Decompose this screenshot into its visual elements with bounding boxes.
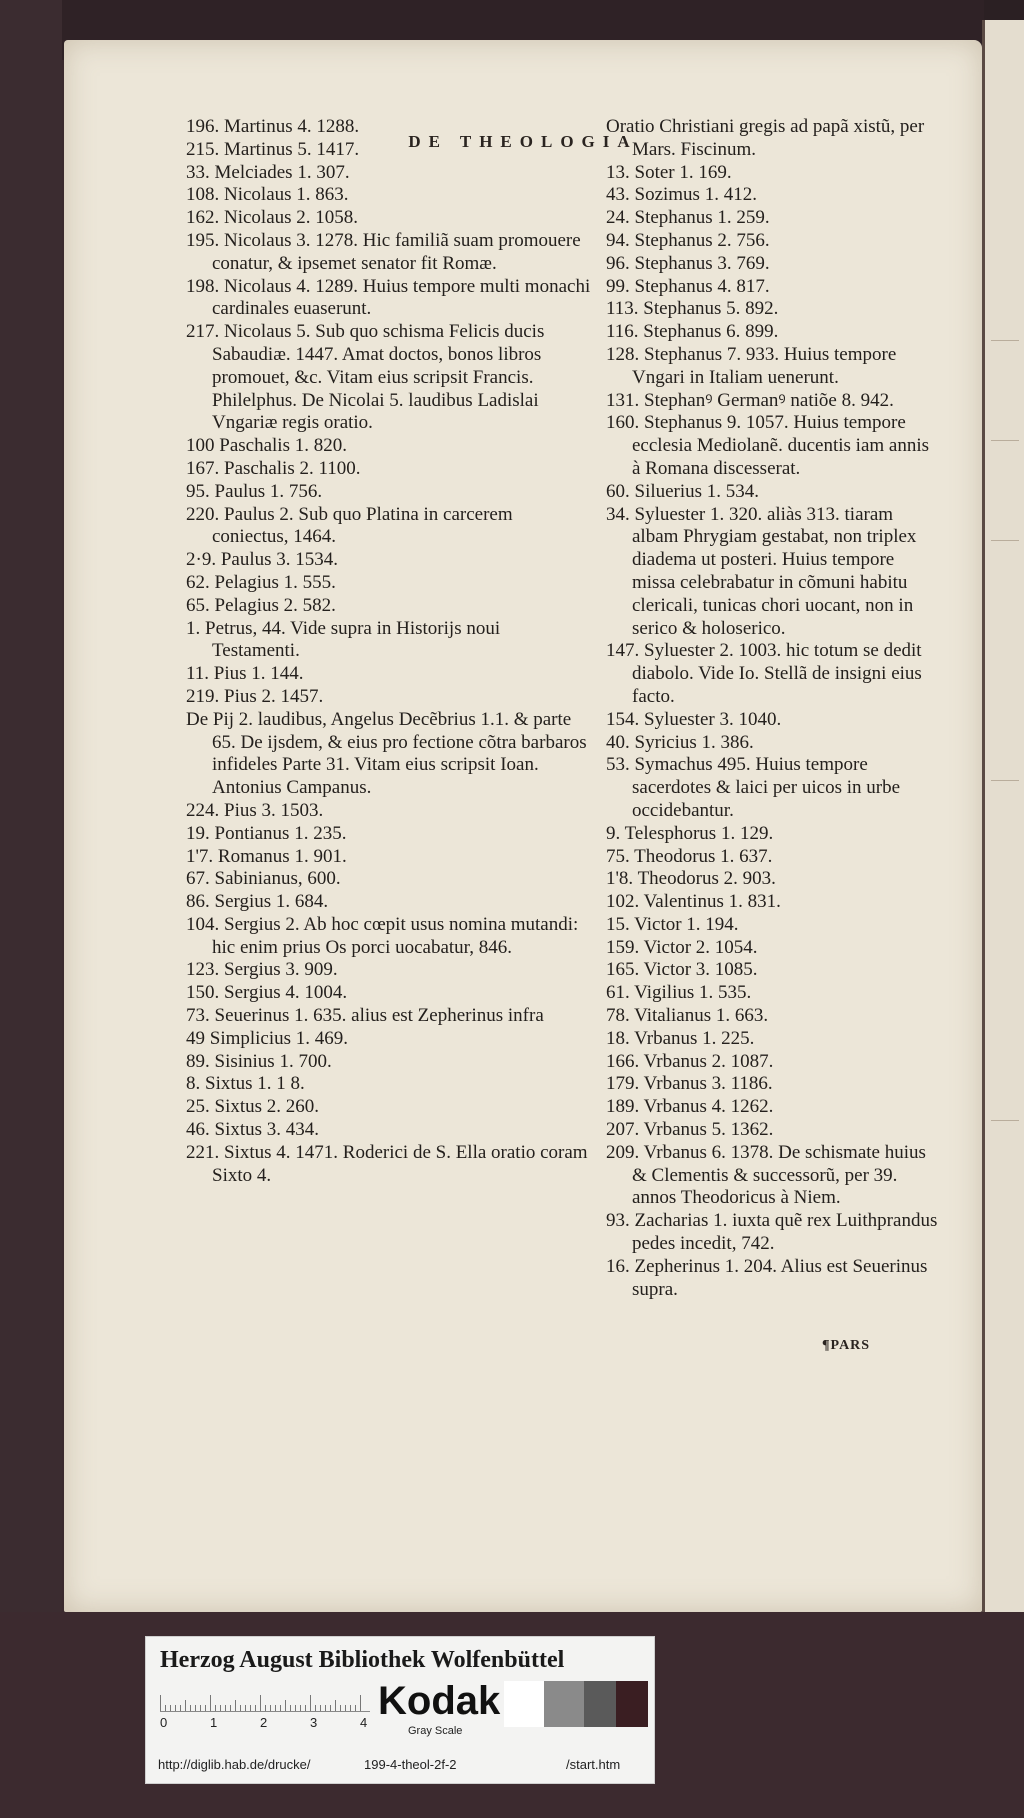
index-entry: 53. Symachus 495. Huius tempore sacerdotes & laici per uicos in urbe occidebantur. <box>606 754 901 821</box>
index-entry: 207. Vrbanus 5. 1362. <box>606 1119 774 1141</box>
index-entry: 217. Nicolaus 5. Sub quo schisma Felicis ducis Sabaudiæ. 1447. Amat doctos, bonos libros promouet, &c. Vitam eius scripsit Francis. Philelphus. De Nicolai 5. laudibus Ladislai Vngariæ regis oratio. <box>186 321 545 434</box>
index-entry: 166. Vrbanus 2. 1087. <box>606 1050 774 1072</box>
index-entry: 224. Pius 3. 1503. <box>186 799 324 821</box>
ruler-tick <box>280 1705 281 1711</box>
index-entry: 195. Nicolaus 3. 1278. Hic familiã suam promouere conatur, & ipsemet senator fit Romæ. <box>186 229 581 274</box>
ruler-number: 0 <box>160 1715 168 1730</box>
gray-swatch <box>584 1681 616 1727</box>
ruler-tick <box>250 1705 251 1711</box>
index-entry: 13. Soter 1. 169. <box>606 161 732 183</box>
ruler-tick <box>310 1695 311 1711</box>
ruler-tick <box>260 1695 261 1711</box>
index-entry: 219. Pius 2. 1457. <box>186 685 324 707</box>
ruler-tick <box>330 1705 331 1711</box>
index-entry: 86. Sergius 1. 684. <box>186 891 329 913</box>
index-entry: 104. Sergius 2. Ab hoc cœpit usus nomina mutandi: hic enim prius Os porci uocabatur, 846. <box>186 913 579 958</box>
ruler-tick <box>360 1695 361 1711</box>
index-entry: 19. Pontianus 1. 235. <box>186 822 347 844</box>
index-entry: 65. Pelagius 2. 582. <box>186 594 336 616</box>
index-entry: 128. Stephanus 7. 933. Huius tempore Vngari in Italiam uenerunt. <box>606 343 897 388</box>
ruler-tick <box>265 1705 266 1711</box>
ruler-tick <box>245 1705 246 1711</box>
index-entry: 89. Sisinius 1. 700. <box>186 1050 332 1072</box>
gray-swatch <box>616 1681 648 1727</box>
library-target-card <box>145 1636 655 1784</box>
index-entry: De Pij 2. laudibus, Angelus Decẽbrius 1.1. & parte 65. De ijsdem, & eius pro fectione cõtra barbaros infideles Parte 31. Vitam eius scripsit Ioan. Antonius Campanus. <box>186 708 587 799</box>
ruler-tick <box>355 1705 356 1711</box>
index-entry: 113. Stephanus 5. 892. <box>606 298 779 320</box>
index-entry: Oratio Christiani gregis ad papã xistũ, per Mars. Fiscinum. <box>606 116 925 160</box>
ruler-tick <box>160 1695 161 1711</box>
ruler-tick <box>220 1705 221 1711</box>
index-entry: 9. Telesphorus 1. 129. <box>606 822 774 844</box>
index-entry: 131. Stephanꝰ Germanꝰ natiõe 8. 942. <box>606 389 894 411</box>
index-entry: 165. Victor 3. 1085. <box>606 959 758 981</box>
index-entry: 34. Syluester 1. 320. aliàs 313. tiaram albam Phrygiam gestabat, non triplex diadema ut posteri. Huius tempore missa celebrabatur in cõmuni habitu clericali, tunicas chori uocant, non in serico & holoserico. <box>606 503 917 639</box>
index-entry: 61. Vigilius 1. 535. <box>606 982 752 1004</box>
index-entry: 93. Zacharias 1. iuxta quẽ rex Luithprandus pedes incedit, 742. <box>606 1210 938 1255</box>
ruler-tick <box>325 1705 326 1711</box>
index-entry: 24. Stephanus 1. 259. <box>606 207 770 229</box>
index-entry: 43. Sozimus 1. 412. <box>606 184 757 206</box>
index-entry: 40. Syricius 1. 386. <box>606 731 754 753</box>
index-entry: 198. Nicolaus 4. 1289. Huius tempore multi monachi cardinales euaserunt. <box>186 275 591 320</box>
ruler-tick <box>270 1705 271 1711</box>
index-entry: 62. Pelagius 1. 555. <box>186 571 336 593</box>
index-entry: 100 Paschalis 1. 820. <box>186 435 347 457</box>
ruler-number: 1 <box>210 1715 218 1730</box>
index-entry: 25. Sixtus 2. 260. <box>186 1096 320 1118</box>
ruler-number: 2 <box>260 1715 268 1730</box>
index-entry: 75. Theodorus 1. 637. <box>606 845 773 867</box>
scan-background-left <box>0 0 62 1818</box>
ruler-tick <box>255 1705 256 1711</box>
gray-swatch <box>544 1681 584 1727</box>
index-entry: 73. Seuerinus 1. 635. alius est Zepherinus infra <box>186 1005 544 1027</box>
ruler-tick <box>195 1705 196 1711</box>
index-entry: 160. Stephanus 9. 1057. Huius tempore ecclesia Mediolanẽ. ducentis iam annis à Romana discesserat. <box>606 412 930 479</box>
index-entry: 150. Sergius 4. 1004. <box>186 982 348 1004</box>
ruler-tick <box>165 1705 166 1711</box>
url-shelfmark: 199-4-theol-2f-2 <box>364 1757 457 1772</box>
url-start: /start.htm <box>566 1757 621 1772</box>
ruler-tick <box>190 1705 191 1711</box>
index-entry: 78. Vitalianus 1. 663. <box>606 1005 769 1027</box>
index-entry: 1. Petrus, 44. Vide supra in Historijs noui Testamenti. <box>186 617 501 662</box>
index-entry: 108. Nicolaus 1. 863. <box>186 184 349 206</box>
gray-swatch <box>504 1681 544 1727</box>
index-entry: 123. Sergius 3. 909. <box>186 959 338 981</box>
index-entry: 179. Vrbanus 3. 1186. <box>606 1073 773 1095</box>
index-entry: 162. Nicolaus 2. 1058. <box>186 207 359 229</box>
index-entry: 60. Siluerius 1. 534. <box>606 480 760 502</box>
index-entry: 1'8. Theodorus 2. 903. <box>606 868 776 890</box>
index-entry: 11. Pius 1. 144. <box>186 663 304 685</box>
ruler-tick <box>320 1705 321 1711</box>
index-entry: 215. Martinus 5. 1417. <box>186 138 360 160</box>
index-entry: 67. Sabinianus, 600. <box>186 868 341 890</box>
ruler-tick <box>350 1705 351 1711</box>
index-entry: 167. Paschalis 2. 1100. <box>186 457 361 479</box>
index-entry: 2·9. Paulus 3. 1534. <box>186 549 338 571</box>
ruler-tick <box>175 1705 176 1711</box>
index-entry: 154. Syluester 3. 1040. <box>606 708 782 730</box>
ruler-tick <box>295 1705 296 1711</box>
ruler-tick <box>170 1705 171 1711</box>
right-column <box>606 116 938 1301</box>
index-entry: 96. Stephanus 3. 769. <box>606 252 770 274</box>
adjacent-page-edge <box>982 20 1024 1612</box>
ruler-tick <box>235 1700 236 1711</box>
running-head: DE THEOLOGIA <box>408 132 638 151</box>
index-entry: 209. Vrbanus 6. 1378. De schismate huius & Clementis & successorũ, per 39. annos Theodoricus à Niem. <box>606 1141 926 1209</box>
ruler-tick <box>200 1705 201 1711</box>
ruler-number: 4 <box>360 1715 368 1730</box>
catchword: ¶PARS <box>822 1338 871 1353</box>
ruler-tick <box>285 1700 286 1711</box>
gray-scale-label: Gray Scale <box>408 1725 463 1737</box>
index-entry: 46. Sixtus 3. 434. <box>186 1119 320 1141</box>
index-entry: 95. Paulus 1. 756. <box>186 480 323 502</box>
index-entry: 49 Simplicius 1. 469. <box>186 1027 349 1049</box>
ruler-tick <box>300 1705 301 1711</box>
index-entry: 220. Paulus 2. Sub quo Platina in carcerem coniectus, 1464. <box>186 503 513 548</box>
index-entry: 15. Victor 1. 194. <box>606 913 739 935</box>
ruler-tick <box>180 1705 181 1711</box>
library-name: Herzog August Bibliothek Wolfenbüttel <box>160 1647 565 1673</box>
index-entry: 99. Stephanus 4. 817. <box>606 275 770 297</box>
ruler-tick <box>290 1705 291 1711</box>
left-column <box>186 116 592 1187</box>
index-entry: 102. Valentinus 1. 831. <box>606 891 781 913</box>
ruler-tick <box>315 1705 316 1711</box>
ruler-tick <box>345 1705 346 1711</box>
index-entry: 221. Sixtus 4. 1471. Roderici de S. Ella oratio coram Sixto 4. <box>186 1141 588 1186</box>
ruler-tick <box>185 1700 186 1711</box>
index-entry: 189. Vrbanus 4. 1262. <box>606 1096 774 1118</box>
ruler-tick <box>205 1705 206 1711</box>
index-entry: 159. Victor 2. 1054. <box>606 936 758 958</box>
index-entry: 8. Sixtus 1. 1 8. <box>186 1073 305 1095</box>
ruler-tick <box>240 1705 241 1711</box>
index-entry: 94. Stephanus 2. 756. <box>606 229 770 251</box>
index-entry: 196. Martinus 4. 1288. <box>186 116 360 137</box>
ruler-tick <box>225 1705 226 1711</box>
ruler-tick <box>230 1705 231 1711</box>
ruler-tick <box>210 1695 211 1711</box>
index-entry: 1'7. Romanus 1. 901. <box>186 845 347 867</box>
scale-ruler <box>160 1687 370 1712</box>
url-base: http://diglib.hab.de/drucke/ <box>158 1757 311 1772</box>
index-entry: 116. Stephanus 6. 899. <box>606 321 779 343</box>
ruler-tick <box>275 1705 276 1711</box>
kodak-logo: Kodak <box>378 1679 501 1723</box>
ruler-number: 3 <box>310 1715 318 1730</box>
ruler-tick <box>335 1700 336 1711</box>
index-entry: 16. Zepherinus 1. 204. Alius est Seuerinus supra. <box>606 1255 928 1300</box>
ruler-tick <box>340 1705 341 1711</box>
index-entry: 18. Vrbanus 1. 225. <box>606 1027 755 1049</box>
ruler-tick <box>215 1705 216 1711</box>
index-entry: 33. Melciades 1. 307. <box>186 161 350 183</box>
ruler-tick <box>305 1705 306 1711</box>
index-entry: 147. Syluester 2. 1003. hic totum se dedit diabolo. Vide Io. Stellã de insigni eius facto. <box>606 640 922 707</box>
